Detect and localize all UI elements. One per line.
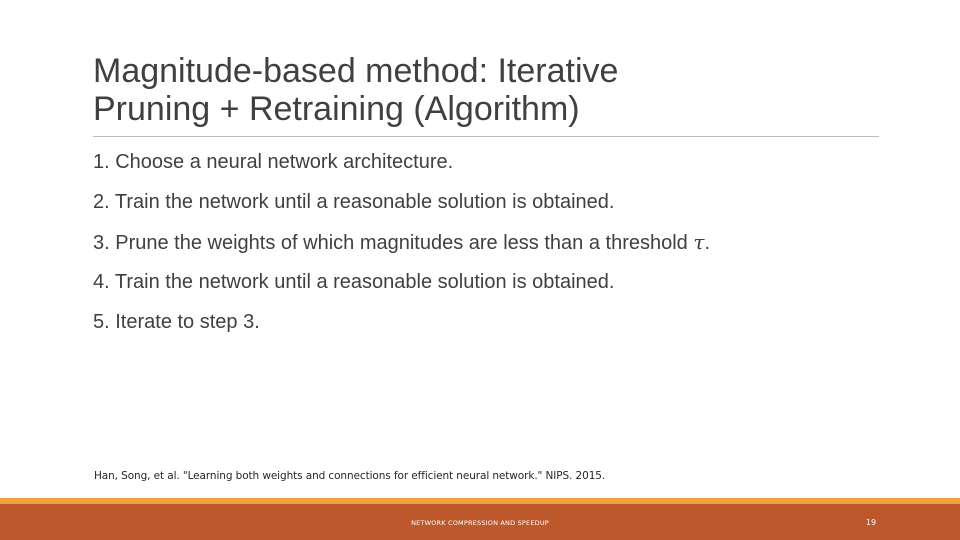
slide-title	[93, 52, 883, 128]
step-3-text: 3. Prune the weights of which magnitudes are less than a threshold	[93, 232, 694, 254]
step-4-text: 4. Train the network until a reasonable solution is obtained.	[93, 271, 615, 293]
threshold-symbol: τ	[693, 230, 705, 254]
step-5-text: 5. Iterate to step 3.	[93, 311, 260, 333]
step-2-text: 2. Train the network until a reasonable solution is obtained.	[93, 191, 615, 213]
citation: Han, Song, et al. "Learning both weights and connections for efficient neural network." NIPS. 2015.	[94, 470, 606, 482]
algorithm-step-3	[93, 222, 710, 262]
algorithm-step-4	[93, 262, 710, 302]
algorithm-step-5	[93, 302, 710, 342]
algorithm-steps	[93, 142, 710, 342]
algorithm-step-1	[93, 142, 710, 182]
page-number: 19	[865, 518, 877, 527]
title-divider	[93, 136, 879, 137]
step-3-suffix: .	[704, 232, 710, 254]
slide-title-line-1: Magnitude-based method: Iterative	[93, 52, 619, 90]
step-1-text: 1. Choose a neural network architecture.	[93, 151, 454, 173]
footer-text: NETWORK COMPRESSION AND SPEEDUP	[411, 519, 549, 527]
slide-title-line-2: Pruning + Retraining (Algorithm)	[93, 90, 580, 128]
algorithm-step-2	[93, 182, 710, 222]
